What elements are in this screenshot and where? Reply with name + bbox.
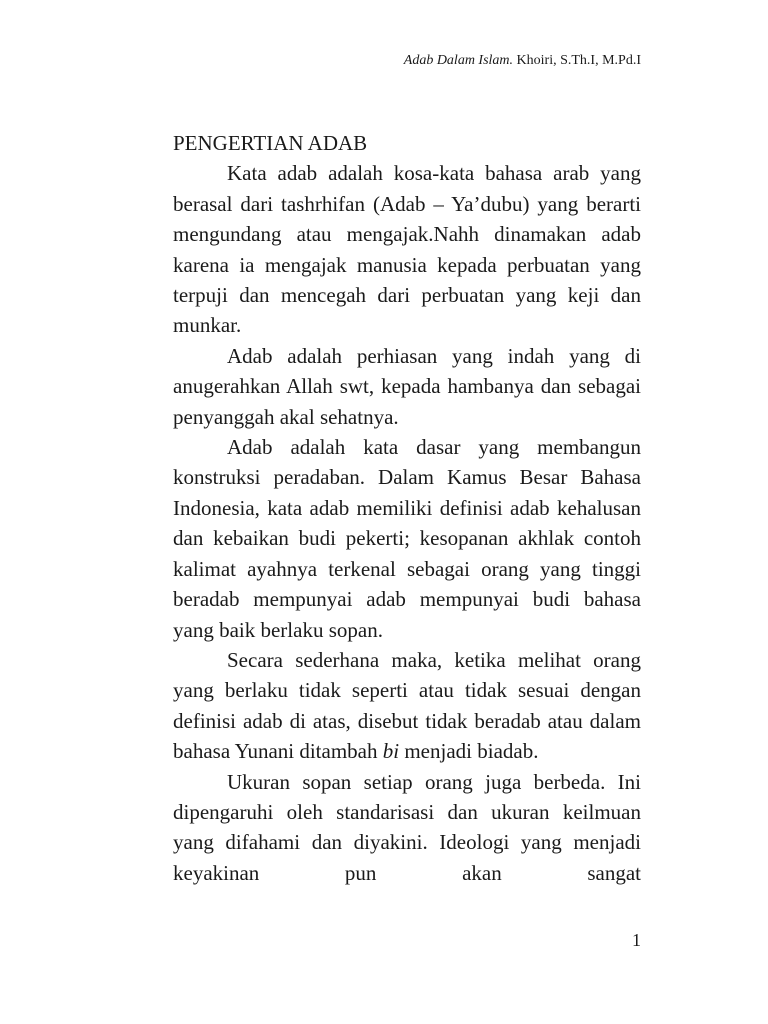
page-content <box>173 128 641 888</box>
book-title: Adab Dalam Islam. <box>403 53 514 68</box>
section-heading: PENGERTIAN ADAB <box>173 131 368 155</box>
paragraph-ukuran-sopan: Ukuran sopan setiap orang juga berbeda. Ini dipengaruhi oleh standarisasi dan ukuran keilmuan yang difahami dan diyakini. Ideologi yang menjadi keyakinan pun akan sangat <box>173 769 641 885</box>
paragraph-biadab <box>173 645 641 767</box>
paragraph-text-before: Secara sederhana maka, ketika melihat orang yang berlaku tidak seperti atau tidak sesuai dengan definisi adab di atas, disebut tidak beradab atau dalam bahasa Yunani ditambah <box>173 647 641 764</box>
paragraph-ornament: Adab adalah perhiasan yang indah yang di anugerahkan Allah swt, kepada hambanya dan sebagai penyanggah akal sehatnya. <box>173 343 641 429</box>
paragraph-kbbi: Adab adalah kata dasar yang membangun konstruksi peradaban. Dalam Kamus Besar Bahasa Indonesia, kata adab memiliki definisi adab kehalusan dan kebaikan budi pekerti; kesopanan akhlak contoh kalimat ayahnya terkenal sebagai orang yang tinggi beradab mempunyai adab mempunyai budi bahasa yang baik berlaku sopan. <box>173 435 641 642</box>
emphasis-term: bi <box>382 739 400 764</box>
paragraph-text-after: menjadi biadab. <box>399 739 539 764</box>
page-number: 1 <box>632 930 641 950</box>
author-name: Khoiri, S.Th.I, M.Pd.I <box>516 53 641 68</box>
paragraph-definition: Kata adab adalah kosa-kata bahasa arab yang berasal dari tashrhifan (Adab – Ya’dubu) yang berarti mengundang atau mengajak.Nahh dinamakan adab karena ia mengajak manusia kepada perbuatan yang terpuji dan mencegah dari perbuatan yang keji dan munkar. <box>173 161 641 338</box>
running-header <box>404 52 641 70</box>
